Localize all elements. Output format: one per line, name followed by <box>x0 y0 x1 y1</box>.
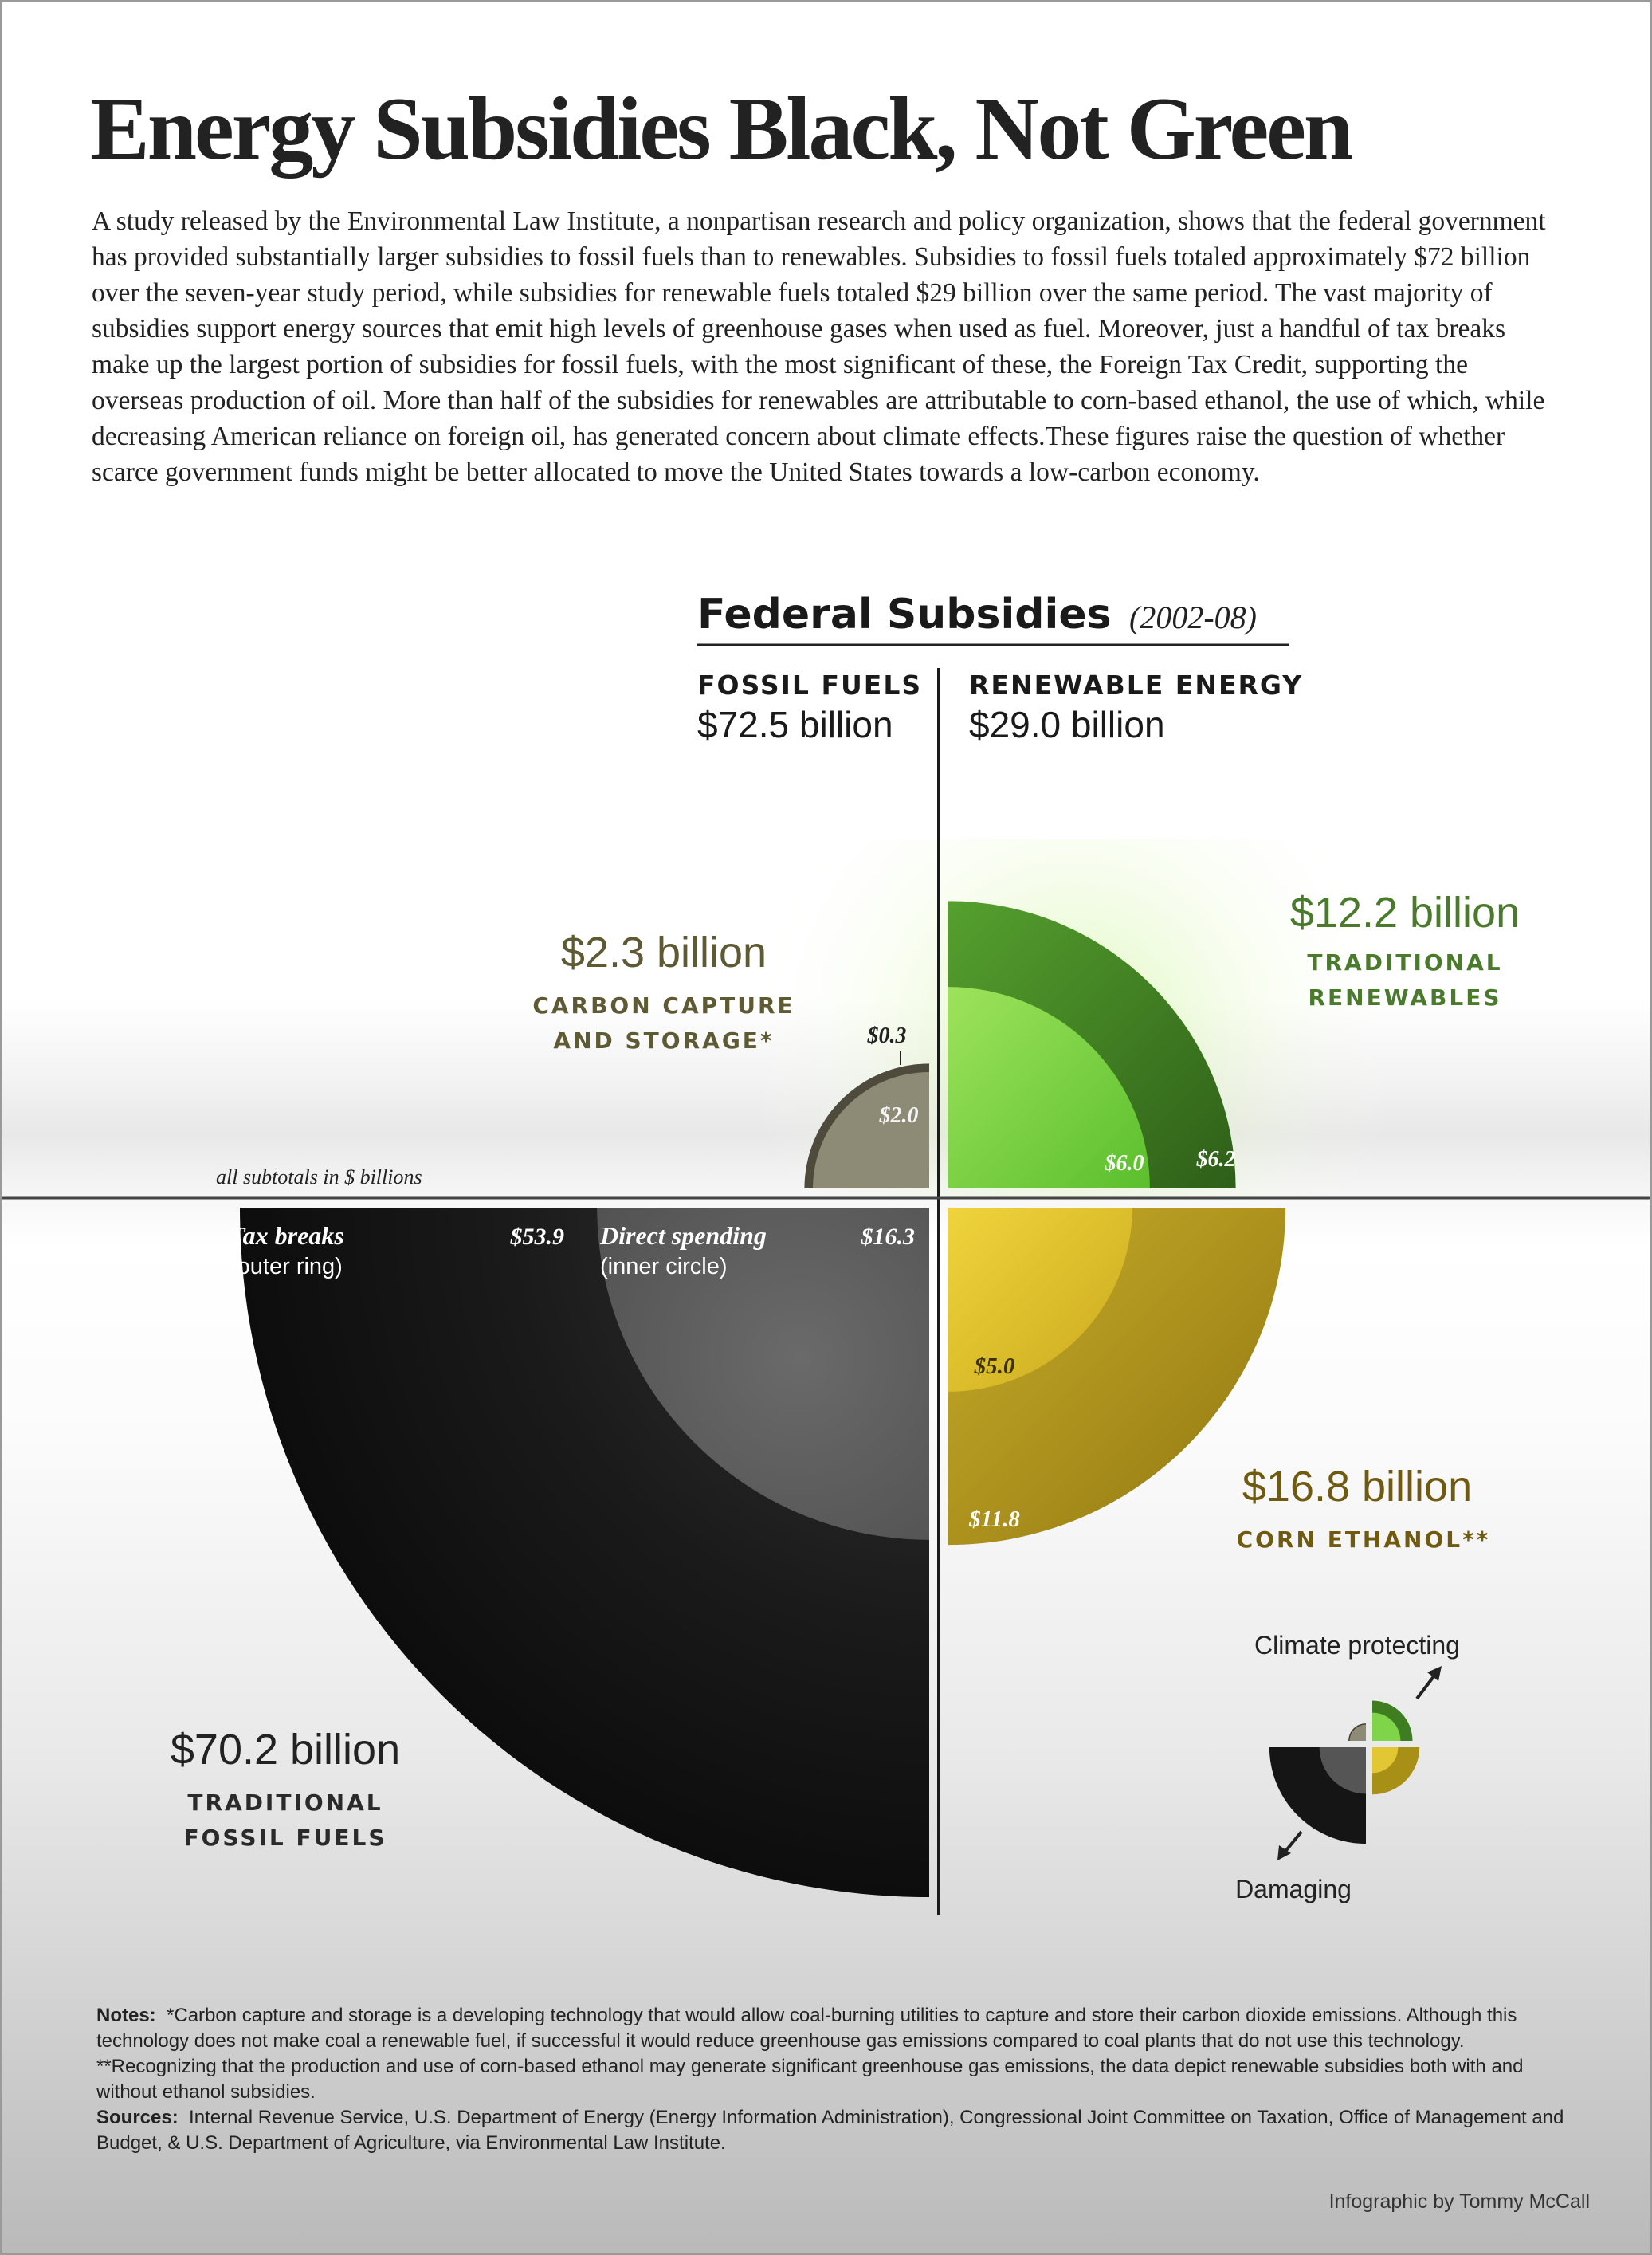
ccs-name-line2: AND STORAGE* <box>553 1027 775 1054</box>
ccs-total-label: $2.3 billion <box>560 929 767 976</box>
sources-label: Sources: <box>96 2107 179 2128</box>
ethanol-direct-value: $5.0 <box>974 1353 1015 1379</box>
ethanol-total-label: $16.8 billion <box>1242 1463 1473 1511</box>
notes-text: *Carbon capture and storage is a developing technology that would allow coal-burning utilities to capture and store their carbon dioxide emissions. Although this technology does not make coal a renewable fuel, if successful it would reduce greenhouse gas emissions compared to coal plants that do not use this technology. **Recognizing that the production and use of corn-based ethanol may generate significant greenhouse gas emissions, the data depict renewable subsidies both with and without ethanol subsidies. <box>96 2005 1524 2103</box>
legend-direct-spending-value: $16.3 <box>861 1224 915 1250</box>
notes-block <box>96 2003 1571 2156</box>
key-climate-protecting: Climate protecting <box>1254 1631 1460 1660</box>
key-arrow-down <box>1284 1832 1301 1853</box>
ccs-tax-value: $0.3 <box>867 1023 907 1048</box>
fossil-column-header: FOSSIL FUELS <box>697 670 923 701</box>
chart-title-years: (2002-08) <box>1129 599 1257 635</box>
legend-tax-breaks: Tax breaks <box>230 1221 344 1250</box>
notes-label: Notes: <box>96 2005 156 2026</box>
ccs-name-line1: CARBON CAPTURE <box>532 992 795 1019</box>
intro-paragraph: A study released by the Environmental Law Institute, a nonpartisan research and policy organization, shows that the federal government has provided substantially larger subsidies to fossil fuels than to renewables. Subsidies to fossil fuels totaled approximately $72 billion over the seven-year study period, while subsidies for renewable fuels totaled $29 billion over the same period. The vast majority of subsidies support energy sources that emit high levels of greenhouse gases when used as fuel. Moreover, just a handful of tax breaks make up the largest portion of subsidies for fossil fuels, with the most significant of these, the Foreign Tax Credit, supporting the overseas production of oil. More than half of the subsidies for renewables are attributable to corn-based ethanol, the use of which, while decreasing American reliance on foreign oil, has generated concern about climate effects.These figures raise the question of whether scarce government funds might be better allocated to move the United States towards a low-carbon economy. <box>92 206 1546 487</box>
ethanol-tax-value: $11.8 <box>969 1507 1020 1532</box>
units-note: all subtotals in $ billions <box>216 1165 422 1188</box>
ccs-direct-value: $2.0 <box>879 1103 919 1128</box>
renewables-name-line2: RENEWABLES <box>1308 984 1502 1011</box>
key-arrow-up-head <box>1427 1666 1442 1681</box>
fossil-name-line1: TRADITIONAL <box>187 1789 383 1816</box>
sources-text: Internal Revenue Service, U.S. Department of Energy (Energy Information Administration), Congressional Joint Committee on Taxation, Office of Management and Budget, & U.S. Department of Agriculture, via Environmental Law Institute. <box>96 2107 1564 2154</box>
renewables-total-label: $12.2 billion <box>1289 889 1521 937</box>
mini-ccs-inner <box>1350 1725 1366 1741</box>
renewable-column-total: $29.0 billion <box>969 704 1165 745</box>
renewables-direct-value: $6.0 <box>1105 1151 1144 1176</box>
renewables-tax-value: $6.2 <box>1196 1147 1236 1172</box>
headline: Energy Subsidies Black, Not Green <box>90 80 1352 179</box>
ethanol-name: CORN ETHANOL** <box>1236 1526 1491 1553</box>
legend-direct-spending: Direct spending <box>600 1221 767 1250</box>
mini-key <box>1269 1701 1419 1844</box>
legend-direct-spending-sub: (inner circle) <box>600 1254 728 1279</box>
renewables-name-line1: TRADITIONAL <box>1307 949 1503 976</box>
legend-tax-breaks-sub: (outer ring) <box>230 1254 343 1279</box>
fossil-column-total: $72.5 billion <box>697 704 893 745</box>
fossil-name-line2: FOSSIL FUELS <box>183 1825 387 1851</box>
credit-line: Infographic by Tommy McCall <box>1328 2190 1590 2213</box>
federal-subsidies-chart <box>2 2 1652 2255</box>
legend-tax-breaks-value: $53.9 <box>510 1224 564 1250</box>
fossil-total-label: $70.2 billion <box>170 1726 401 1774</box>
chart-title: Federal Subsidies <box>697 591 1112 638</box>
key-damaging: Damaging <box>1235 1875 1352 1903</box>
renewable-column-header: RENEWABLE ENERGY <box>969 670 1304 701</box>
